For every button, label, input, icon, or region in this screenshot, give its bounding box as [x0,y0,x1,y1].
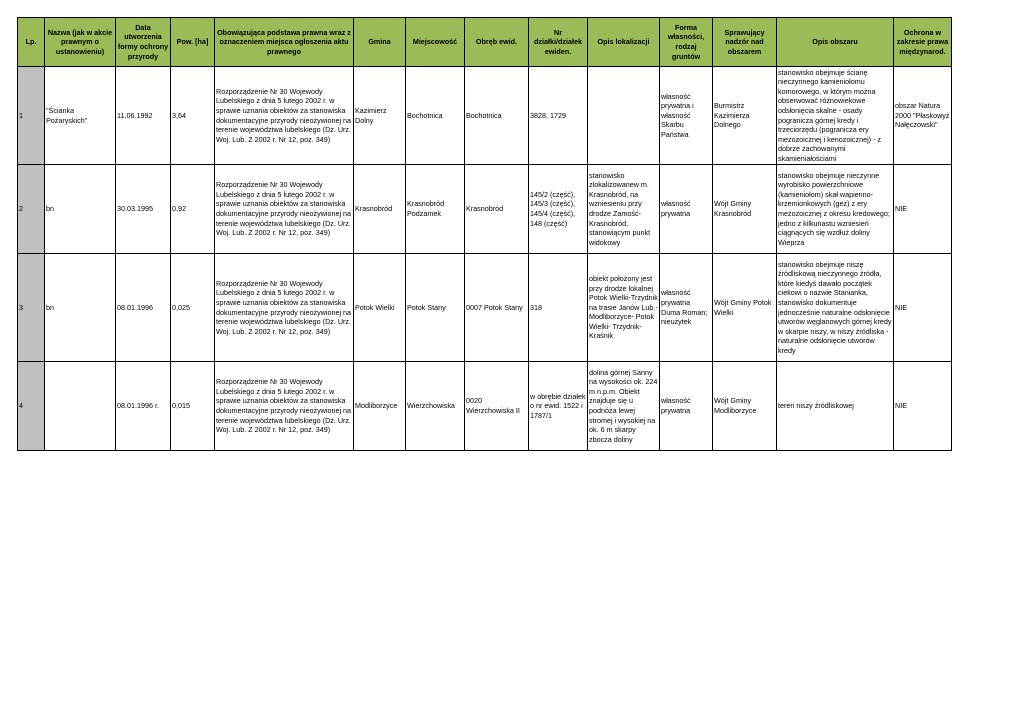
cell-supervisor: Burmistrz Kazimierza Dolnego [713,67,777,165]
cell-locality: Krasnobród Podzamek [406,165,465,254]
cell-gmina: Krasnobród [354,165,406,254]
header-creation-date: Data utworzenia formy ochrony przyrody [116,18,171,67]
cell-international-protection: NIE [894,362,952,451]
header-gmina: Gmina [354,18,406,67]
cell-creation-date: 30.03.1995 [116,165,171,254]
cell-location-description: stanowisko zlokalizowanew m. Krasnobród, na wzniesieniu przy drodze Zamość-Krasnobród, stanowiącym punkt widokowy [588,165,660,254]
cell-area: 0,015 [171,362,215,451]
cell-international-protection: obszar Natura 2000 "Płaskowyż Nałęczowski" [894,67,952,165]
cell-precinct: Krasnobród [465,165,529,254]
header-name: Nazwa (jak w akcie prawnym o ustanowieniu) [45,18,116,67]
cell-locality: Wierzchowiska [406,362,465,451]
cell-area: 0,025 [171,254,215,362]
cell-precinct: 0007 Potok Stany [465,254,529,362]
cell-gmina: Kazimierz Dolny [354,67,406,165]
table-row [18,254,952,362]
cell-ownership: własność prywatna [660,165,713,254]
cell-name: "Ścianka Pożaryskich" [45,67,116,165]
cell-supervisor: Wójt Gminy Potok Wielki [713,254,777,362]
cell-plot-numbers: 145/2 (część), 145/3 (część), 145/4 (część), 148 (część) [529,165,588,254]
cell-creation-date: 08.01.1996 [116,254,171,362]
cell-creation-date: 11.06.1992 [116,67,171,165]
cell-plot-numbers: w obrębie działek o nr ewid. 1522 i 1787/1 [529,362,588,451]
cell-area: 3,64 [171,67,215,165]
cell-name: bn [45,165,116,254]
header-area-description: Opis obszaru [777,18,894,67]
cell-precinct: 0020 Wierzchowiska II [465,362,529,451]
cell-legal-basis: Rozporządzenie Nr 30 Wojewody Lubelskiego z dnia 5 lutego 2002 r. w sprawie uznania obiektów za stanowiska dokumentacyjne przyrody nieożywionej na terenie województwa lubelskiego (Dz. Urz. Woj. Lub. Z 2002 r. Nr 12, poz. 349) [215,362,354,451]
header-row [18,18,952,67]
cell-area-description: stanowisko obejmuje niszę źródliskową nieczynnego źródła, które kiedyś dawało początek ciekowi o nazwie Stanianka, stanowisko dokumentuje jednocześnie naturalne odsłonięcie utworów węglanowych górnej kredy w skarpie niszy, w niszy źródliska - naturalne odsłonięcie utworów kredy [777,254,894,362]
cell-area-description: stanowisko obejmuje nieczynne wyrobisko powierzchniowe (kamieniołom) skał wapienno-krzemionkowych (gez) z ery mezozoicznej z okresu kredowego; jedno z kilkunastu wzniesień ciągnących się wzdłuż doliny Wieprza [777,165,894,254]
cell-lp: 4 [18,362,45,451]
cell-locality: Potok Stany [406,254,465,362]
cell-ownership: własność prywatna Duma Roman; nieużytek [660,254,713,362]
cell-legal-basis: Rozporządzenie Nr 30 Wojewody Lubelskiego z dnia 5 lutego 2002 r. w sprawie uznania obiektów za stanowiska dokumentacyjne przyrody nieożywionej na terenie województwa lubelskiego (Dz. Urz. Woj. Lub. Z 2002 r. Nr 12, poz. 349) [215,67,354,165]
cell-legal-basis: Rozporządzenie Nr 30 Wojewody Lubelskiego z dnia 5 lutego 2002 r. w sprawie uznania obiektów za stanowiska dokumentacyjne przyrody nieożywionej na terenie województwa lubelskiego (Dz. Urz. Woj. Lub. Z 2002 r. Nr 12, poz. 349) [215,254,354,362]
header-international-protection: Ochrona w zakresie prawa międzynarod. [894,18,952,67]
table-row [18,362,952,451]
header-location-description: Opis lokalizacji [588,18,660,67]
header-supervisor: Sprawujący nadzór nad obszarem [713,18,777,67]
header-precinct: Obręb ewid. [465,18,529,67]
cell-international-protection: NIE [894,165,952,254]
header-lp: Lp. [18,18,45,67]
cell-area-description: stanowisko obejmuje ścianę nieczynnego kamieniołomu komorowego, w którym można obserwować różnowiekowe odsłonięcia skalne - osady pogranicza górnej kredy i trzeciorzędu (pogranicza ery mezozoicznej i kenozoicznej) - z dobrze zachowanymi skamieniałościami [777,67,894,165]
cell-location-description: obiekt położony jest przy drodze lokalnej Potok Wielki-Trzydnik na trasie Janów Lub.-Modliborzyce- Potok Wielki- Trzydnik-Kraśnik [588,254,660,362]
header-ownership: Forma własności, rodzaj gruntów [660,18,713,67]
cell-plot-numbers: 318 [529,254,588,362]
cell-supervisor: Wójt Gminy Modliborzyce [713,362,777,451]
cell-lp: 2 [18,165,45,254]
cell-supervisor: Wójt Gminy Krasnobród [713,165,777,254]
header-legal-basis: Obowiązująca podstawa prawna wraz z oznaczeniem miejsca ogłoszenia aktu prawnego [215,18,354,67]
cell-ownership: własność prywatna i własność Skarbu Państwa [660,67,713,165]
header-area: Pow. [ha] [171,18,215,67]
cell-gmina: Modliborzyce [354,362,406,451]
register-table [17,17,952,451]
cell-lp: 1 [18,67,45,165]
cell-creation-date: 08.01.1996 r. [116,362,171,451]
cell-name: bn [45,254,116,362]
table-row [18,165,952,254]
cell-gmina: Potok Wielki [354,254,406,362]
cell-precinct: Bochotnica [465,67,529,165]
cell-name [45,362,116,451]
cell-plot-numbers: 3828, 1729 [529,67,588,165]
cell-area: 0,92 [171,165,215,254]
cell-area-description: teren niszy źródliskowej [777,362,894,451]
table-row [18,67,952,165]
cell-lp: 3 [18,254,45,362]
cell-international-protection: NIE [894,254,952,362]
cell-location-description: dolina górnej Sanny na wysokości ok. 224 m n.p.m. Obiekt znajduje się u podnóża lewej stromej i wysokiej na ok. 6 m skarpy zbocza doliny [588,362,660,451]
cell-legal-basis: Rozporządzenie Nr 30 Wojewody Lubelskiego z dnia 5 lutego 2002 r. w sprawie uznania obiektów za stanowiska dokumentacyjne przyrody nieożywionej na terenie województwa lubelskiego (Dz. Urz. Woj. Lub. Z 2002 r. Nr 12, poz. 349) [215,165,354,254]
cell-location-description [588,67,660,165]
header-locality: Miejscowość [406,18,465,67]
cell-ownership: własność prywatna [660,362,713,451]
header-plot-numbers: Nr działki/działek ewiden. [529,18,588,67]
cell-locality: Bochotnica [406,67,465,165]
